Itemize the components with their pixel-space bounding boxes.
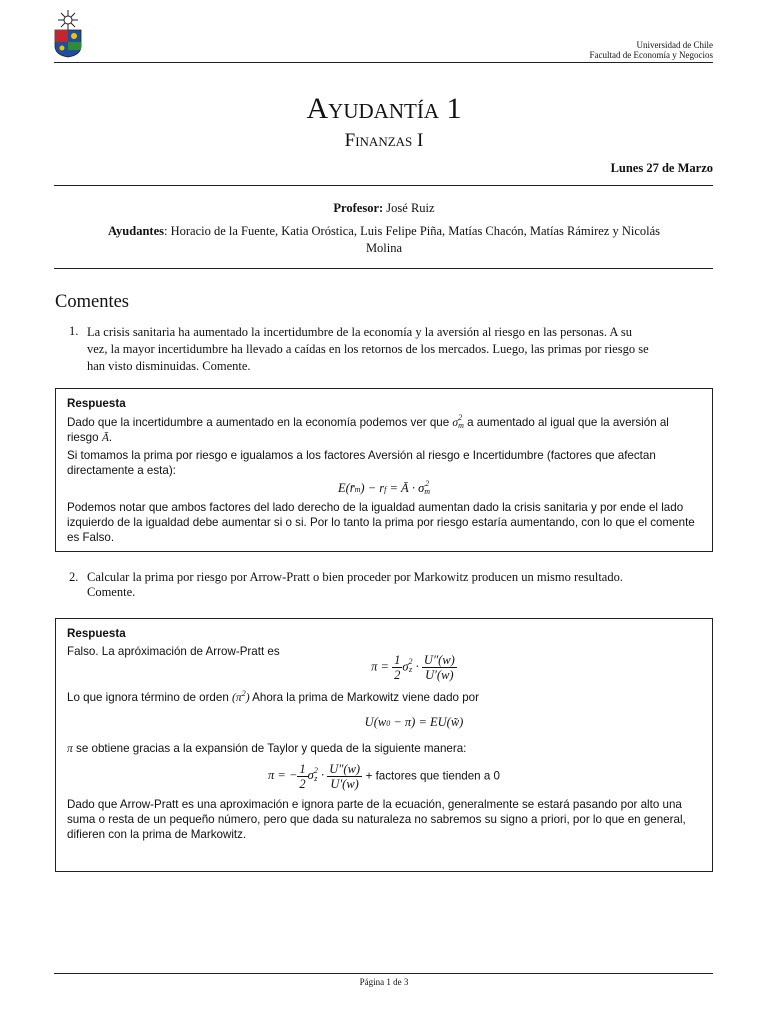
question-2-line: Calcular la prima por riesgo por Arrow-Pratt o bien proceder por Markowitz producen un mismo resultado. xyxy=(87,570,623,584)
answer-1-paragraph-2: Si tomamos la prima por riesgo e igualamos a los factores Aversión al riesgo e Incertidumbre (factores que afectan directamente a esta): xyxy=(67,449,656,477)
page-title: Ayudantía 1 xyxy=(306,92,462,125)
answer-1-paragraph-3: Podemos notar que ambos factores del lado derecho de la igualdad aumentan dado la crisis sanitaria y por ende el lado izquierdo de la igualdad debe aumentar si o si. Por lo tanto la prima por riesgo estaría aumentando, con lo que el comente es Falso. xyxy=(67,501,695,544)
question-1-text xyxy=(87,324,713,375)
title-rule xyxy=(54,185,713,186)
university-logo xyxy=(52,8,84,58)
ayudantes-names-2: Molina xyxy=(365,241,403,255)
profesor-label: Profesor: xyxy=(333,201,384,215)
header-university: Universidad de Chile xyxy=(636,40,713,50)
question-1-line: han visto disminuidas. Comente. xyxy=(87,359,251,373)
question-1-number: 1. xyxy=(69,324,79,338)
question-2-number: 2. xyxy=(69,570,79,584)
staff-rule xyxy=(54,268,713,269)
ayudantes-label: Ayudantes xyxy=(107,224,164,238)
question-1-line: vez, la mayor incertidumbre ha llevado a caídas en los retornos de los mercados. Luego, las primas por riesgo se xyxy=(87,342,649,356)
footer-rule xyxy=(54,973,713,974)
answer-text: se obtiene gracias a la expansión de Taylor y queda de la siguiente manera: xyxy=(72,741,467,755)
answer-text: Lo que ignora término de orden xyxy=(67,690,233,704)
question-2-text xyxy=(87,570,713,600)
header-faculty: Facultad de Economía y Negocios xyxy=(589,50,713,60)
page-number: Página 1 de 3 xyxy=(359,977,409,987)
equation-markowitz: U(w0 − π) = EU(w̃) xyxy=(364,714,464,729)
a-bar: Ā xyxy=(101,431,109,444)
profesor-line xyxy=(0,201,768,216)
sigma-m-squared: σ 2 m xyxy=(452,413,464,430)
question-1-line: La crisis sanitaria ha aumentado la incertidumbre de la economía y la aversión al riesgo en las personas. A su xyxy=(87,325,632,339)
answer-text: a aumentado al igual que la aversión al xyxy=(463,416,669,429)
answer-2-paragraph-4: Dado que Arrow-Pratt es una aproximación e ignora parte de la ecuación, generalmente se estará pasando por alto una suma o resta de un pequeño número, pero que dada su naturaleza no sabremos su signo a priori, por lo que en general, difieren con la prima de Markowitz. xyxy=(67,797,686,841)
answer-1-paragraph-1: Dado que la incertidumbre a aumentado en la economía podemos ver que σ 2 m a aumentado al igual que la aversión al riesgo Ā. xyxy=(67,413,669,444)
page-subtitle: Finanzas I xyxy=(344,130,424,151)
answer-2-paragraph-1: Falso. La apróximación de Arrow-Pratt es xyxy=(67,645,280,658)
answer-2-paragraph-2 xyxy=(67,686,701,705)
section-heading: Comentes xyxy=(55,292,129,312)
pi-squared: $(\pi^2)$ xyxy=(232,689,250,704)
answer-label: Respuesta xyxy=(67,627,126,640)
answer-box-1 xyxy=(55,388,713,552)
ayudantes-line xyxy=(40,223,728,257)
answer-text: Dado que la incertidumbre a aumentado en la economía podemos ver que xyxy=(67,416,453,429)
profesor-name: José Ruiz xyxy=(386,201,435,215)
equation-arrow-pratt: π = $\frac{1}{2}$ σ 2 z · $\frac{U''(w)}{U'(w)}$ xyxy=(371,653,455,682)
answer-2-paragraph-3 xyxy=(67,741,701,756)
answer-text: riesgo xyxy=(67,431,102,444)
date: Lunes 27 de Marzo xyxy=(610,161,713,175)
question-2-line: Comente. xyxy=(87,585,136,599)
answer-box-2 xyxy=(55,618,713,872)
header-rule xyxy=(54,62,713,63)
equation-capm: E(r̄m) − rf = Ā · σ 2 m xyxy=(337,479,431,496)
ayudantes-names: : Horacio de la Fuente, Katia Oróstica, Luis Felipe Piña, Matías Chacón, Matías Rámirez y Nicolás xyxy=(163,224,661,238)
equation-taylor: π = − $\frac{1}{2}$ σ 2 z · $\frac{U''(w)}{U'(w)}$ + factores que tienden a 0 xyxy=(268,761,500,791)
equation-tail: + factores que tienden a 0 xyxy=(365,769,500,783)
pi-symbol: π xyxy=(67,741,73,755)
answer-label: Respuesta xyxy=(67,397,126,410)
answer-text: Ahora la prima de Markowitz viene dado por xyxy=(249,690,479,704)
